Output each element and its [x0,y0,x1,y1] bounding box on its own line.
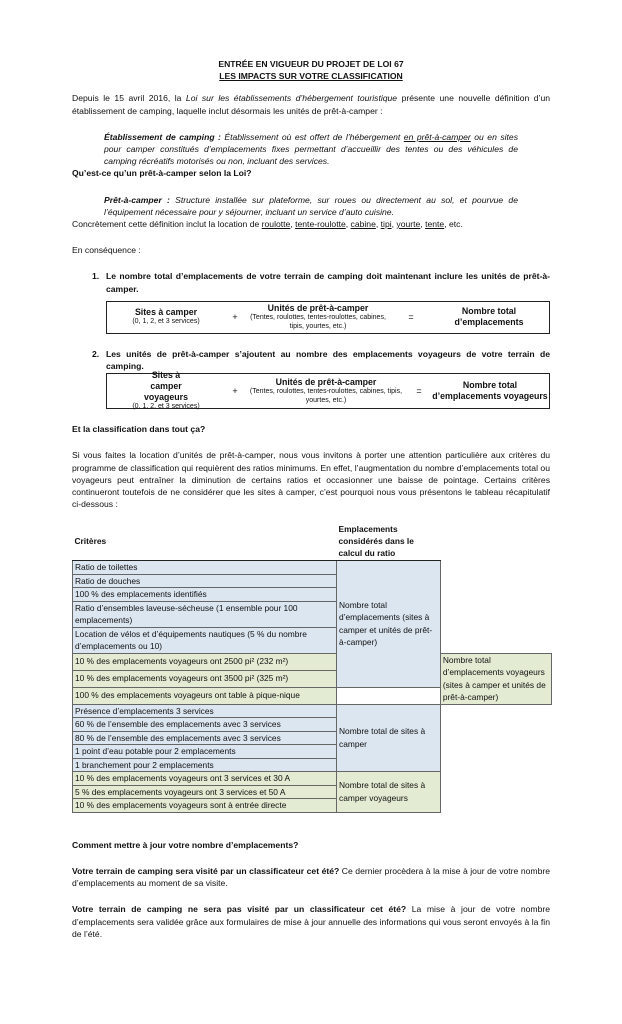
criterion-cell: 10 % des emplacements voyageurs ont 3500 pi² (325 m²) [73,670,337,687]
group-value-cell: Nombre total d’emplacements (sites à camper et unités de prêt-à-camper) [337,561,441,688]
list-item-1 [72,270,550,294]
update-paragraph-2 [72,903,550,940]
formula-1-units-title: Unités de prêt-à-camper [267,303,369,314]
type-roulotte: roulotte [261,219,291,230]
header-criteria: Critères [73,524,337,560]
group-value-cell: Nombre total de sites à camper [337,704,441,772]
criterion-cell: 10 % des emplacements voyageurs ont 2500 pi² (232 m²) [73,653,337,670]
definition-camping [104,131,518,168]
criterion-cell: Location de vélos et d’équipements nautiques (5 % du nombre d’emplacements ou 10) [73,627,337,653]
table-row [73,718,552,732]
table-row [73,704,552,718]
formula-2-result-title: Nombre total d’emplacements voyageurs [432,380,548,402]
criterion-cell: 1 branchement pour 2 emplacements [73,758,337,772]
update-answer-2: La mise à jour de votre nombre d’emplacements sera validée grâce aux formulaires de mise à jour annuelle des informations qui vous seront envoyés à la fin de l’été. [72,904,550,939]
formula-1-units [245,303,391,331]
formula-2-units [245,377,407,405]
list-item-1-text: Le nombre total d’emplacements de votre terrain de camping doit maintenant inclure les unités de prêt-à-camper. [106,271,550,294]
group-value-cell: Nombre total d’emplacements voyageurs (sites à camper et unités de prêt-à-camper) [440,653,551,704]
table-row [73,588,552,602]
list-number-2: 2. [92,348,100,359]
table-row [73,785,552,799]
question-heading-1: Qu’est-ce qu’un prêt-à-camper selon la Loi? [72,168,252,179]
concrete-end: , etc. [444,219,463,230]
law-name: Loi sur les établissements d’hébergement touristique [185,93,398,104]
criterion-cell: 10 % des emplacements voyageurs ont 3 services et 30 A [73,772,337,786]
definition-text-b: ou en sites pour camper constitués d’emplacements fixes permettant d’accueillir des tentes ou des véhicules de camping récréatifs motorisés ou non, incluant des services. [104,131,518,167]
list-number-1: 1. [92,271,100,282]
update-question-1: Votre terrain de camping sera visité par un classificateur cet été? [72,865,340,876]
criteria-table [72,524,552,812]
classification-paragraph: Si vous faites la location d’unités de prêt-à-camper, nous vous invitons à porter une attention particulière aux critères du programme de classification qui requièrent des ratios minimums. En effet, l’augmentation du nombre d’emplacements total ou voyageurs peut entraîner la diminution de certains ratios et occasionner une baisse de pointage. Certains critères continueront toutefois de ne considérer que les sites à camper, c’est pourquoi nous vous présentons le tableau récapitulatif ci-dessous : [72,450,550,510]
criterion-cell: 60 % de l’ensemble des emplacements avec 3 services [73,718,337,732]
formula-2-sites-title: Sites à camper voyageurs [143,370,188,403]
criterion-cell: 10 % des emplacements voyageurs sont à entrée directe [73,799,337,813]
update-paragraph-1 [72,865,550,889]
table-row [73,731,552,745]
criterion-cell: 1 point d’eau potable pour 2 emplacements [73,745,337,759]
concrete-paragraph: Concrètement cette définition inclut la location de roulotte, tente-roulotte, cabine, tipi, yourte, tente, etc. [72,219,463,230]
table-row [73,561,552,575]
formula-2-units-sub: (Tentes, roulottes, tentes-roulottes, cabines, tipis, yourtes, etc.) [249,387,403,404]
criterion-cell: Ratio de toilettes [73,561,337,575]
type-tente-roulotte: tente-roulotte [295,219,346,230]
question-heading-3: Comment mettre à jour votre nombre d’emplacements? [72,839,299,850]
table-row [73,799,552,813]
intro-paragraph [72,92,550,116]
table-row [73,601,552,627]
list-item-2 [72,348,550,372]
table-row [73,653,552,670]
definition-pret-a-camper [104,194,518,218]
criterion-cell: Ratio d’ensembles laveuse-sécheuse (1 ensemble pour 100 emplacements) [73,601,337,627]
definition-text-2: Structure installée sur plateforme, sur roues ou directement au sol, et pourvue de l’équipement nécessaire pour y séjourner, incluant un service d’auto cuisine. [104,194,518,217]
table-row [73,745,552,759]
table-row [73,627,552,653]
group-value-cell: Nombre total de sites à camper voyageurs [337,772,441,813]
formula-1-sites [107,307,225,327]
list-item-2-text: Les unités de prêt-à-camper s’ajoutent au nombre des emplacements voyageurs de votre terrain de camping. [106,348,550,372]
type-cabine: cabine [350,219,376,230]
plus-sign: + [232,311,238,322]
update-answer-1: Ce dernier procèdera à la mise à jour de votre nombre d’emplacements au moment de sa visite. [72,865,550,889]
consequence-list-2 [72,348,550,372]
definition-link: en prêt-à-camper [403,131,471,142]
criterion-cell: Ratio de douches [73,574,337,588]
criterion-cell: Présence d’emplacements 3 services [73,704,337,718]
equals-sign-2: = [416,385,422,396]
header-locations: Emplacements considérés dans le calcul du ratio [337,524,441,560]
type-yourte: yourte [396,219,421,230]
formula-voyageurs [106,370,550,411]
formula-1-result [431,306,547,328]
criterion-cell: 5 % des emplacements voyageurs ont 3 services et 50 A [73,785,337,799]
table-row [73,758,552,772]
formula-2-sites-sub: (0, 1, 2, et 3 services) [132,403,200,411]
type-tipi: tipi [380,219,392,230]
criterion-cell: 80 % de l’ensemble des emplacements avec 3 services [73,731,337,745]
formula-1-result-title: Nombre total d’emplacements [454,306,524,328]
formula-1-units-sub: (Tentes, roulottes, tentes-roulottes, cabines, tipis, yourtes, etc.) [250,314,386,330]
formula-1-sites-title: Sites à camper [134,307,198,318]
table-header-row [73,524,552,560]
formula-2-units-title: Unités de prêt-à-camper [275,377,377,387]
question-heading-2: Et la classification dans tout ça? [72,424,206,435]
criterion-cell: 100 % des emplacements voyageurs ont table à pique-nique [73,687,337,704]
concrete-text: Concrètement cette définition inclut la location de [72,219,262,230]
doc-title [72,58,550,82]
formula-2-sites [107,370,225,412]
criterion-cell: 100 % des emplacements identifiés [73,588,337,602]
definition-term: Établissement de camping : [104,131,221,142]
document-page [72,56,550,940]
intro-text-a: Depuis le 15 avril 2016, la [72,93,186,104]
equals-sign: = [408,311,414,322]
formula-2-result [431,380,549,402]
table-row [73,574,552,588]
consequence-text: En conséquence : [72,245,141,256]
type-tente: tente [425,219,445,230]
plus-sign-2: + [232,385,238,396]
consequence-list [72,270,550,294]
title-line-2: LES IMPACTS SUR VOTRE CLASSIFICATION [219,71,403,82]
formula-1-sites-sub: (0, 1, 2, et 3 services) [132,318,200,326]
definition-text-a: Établissement où est offert de l’hébergement [220,131,404,142]
update-question-2: Votre terrain de camping ne sera pas visité par un classificateur cet été? [72,904,407,915]
definition-term-2: Prêt-à-camper : [104,194,170,205]
table-row [73,772,552,786]
intro-text-b: présente une nouvelle définition d’un établissement de camping, laquelle inclut désormais les unités de prêt-à-camper : [72,93,551,116]
formula-total [106,301,550,334]
title-line-1: ENTRÉE EN VIGUEUR DU PROJET DE LOI 67 [218,59,404,69]
